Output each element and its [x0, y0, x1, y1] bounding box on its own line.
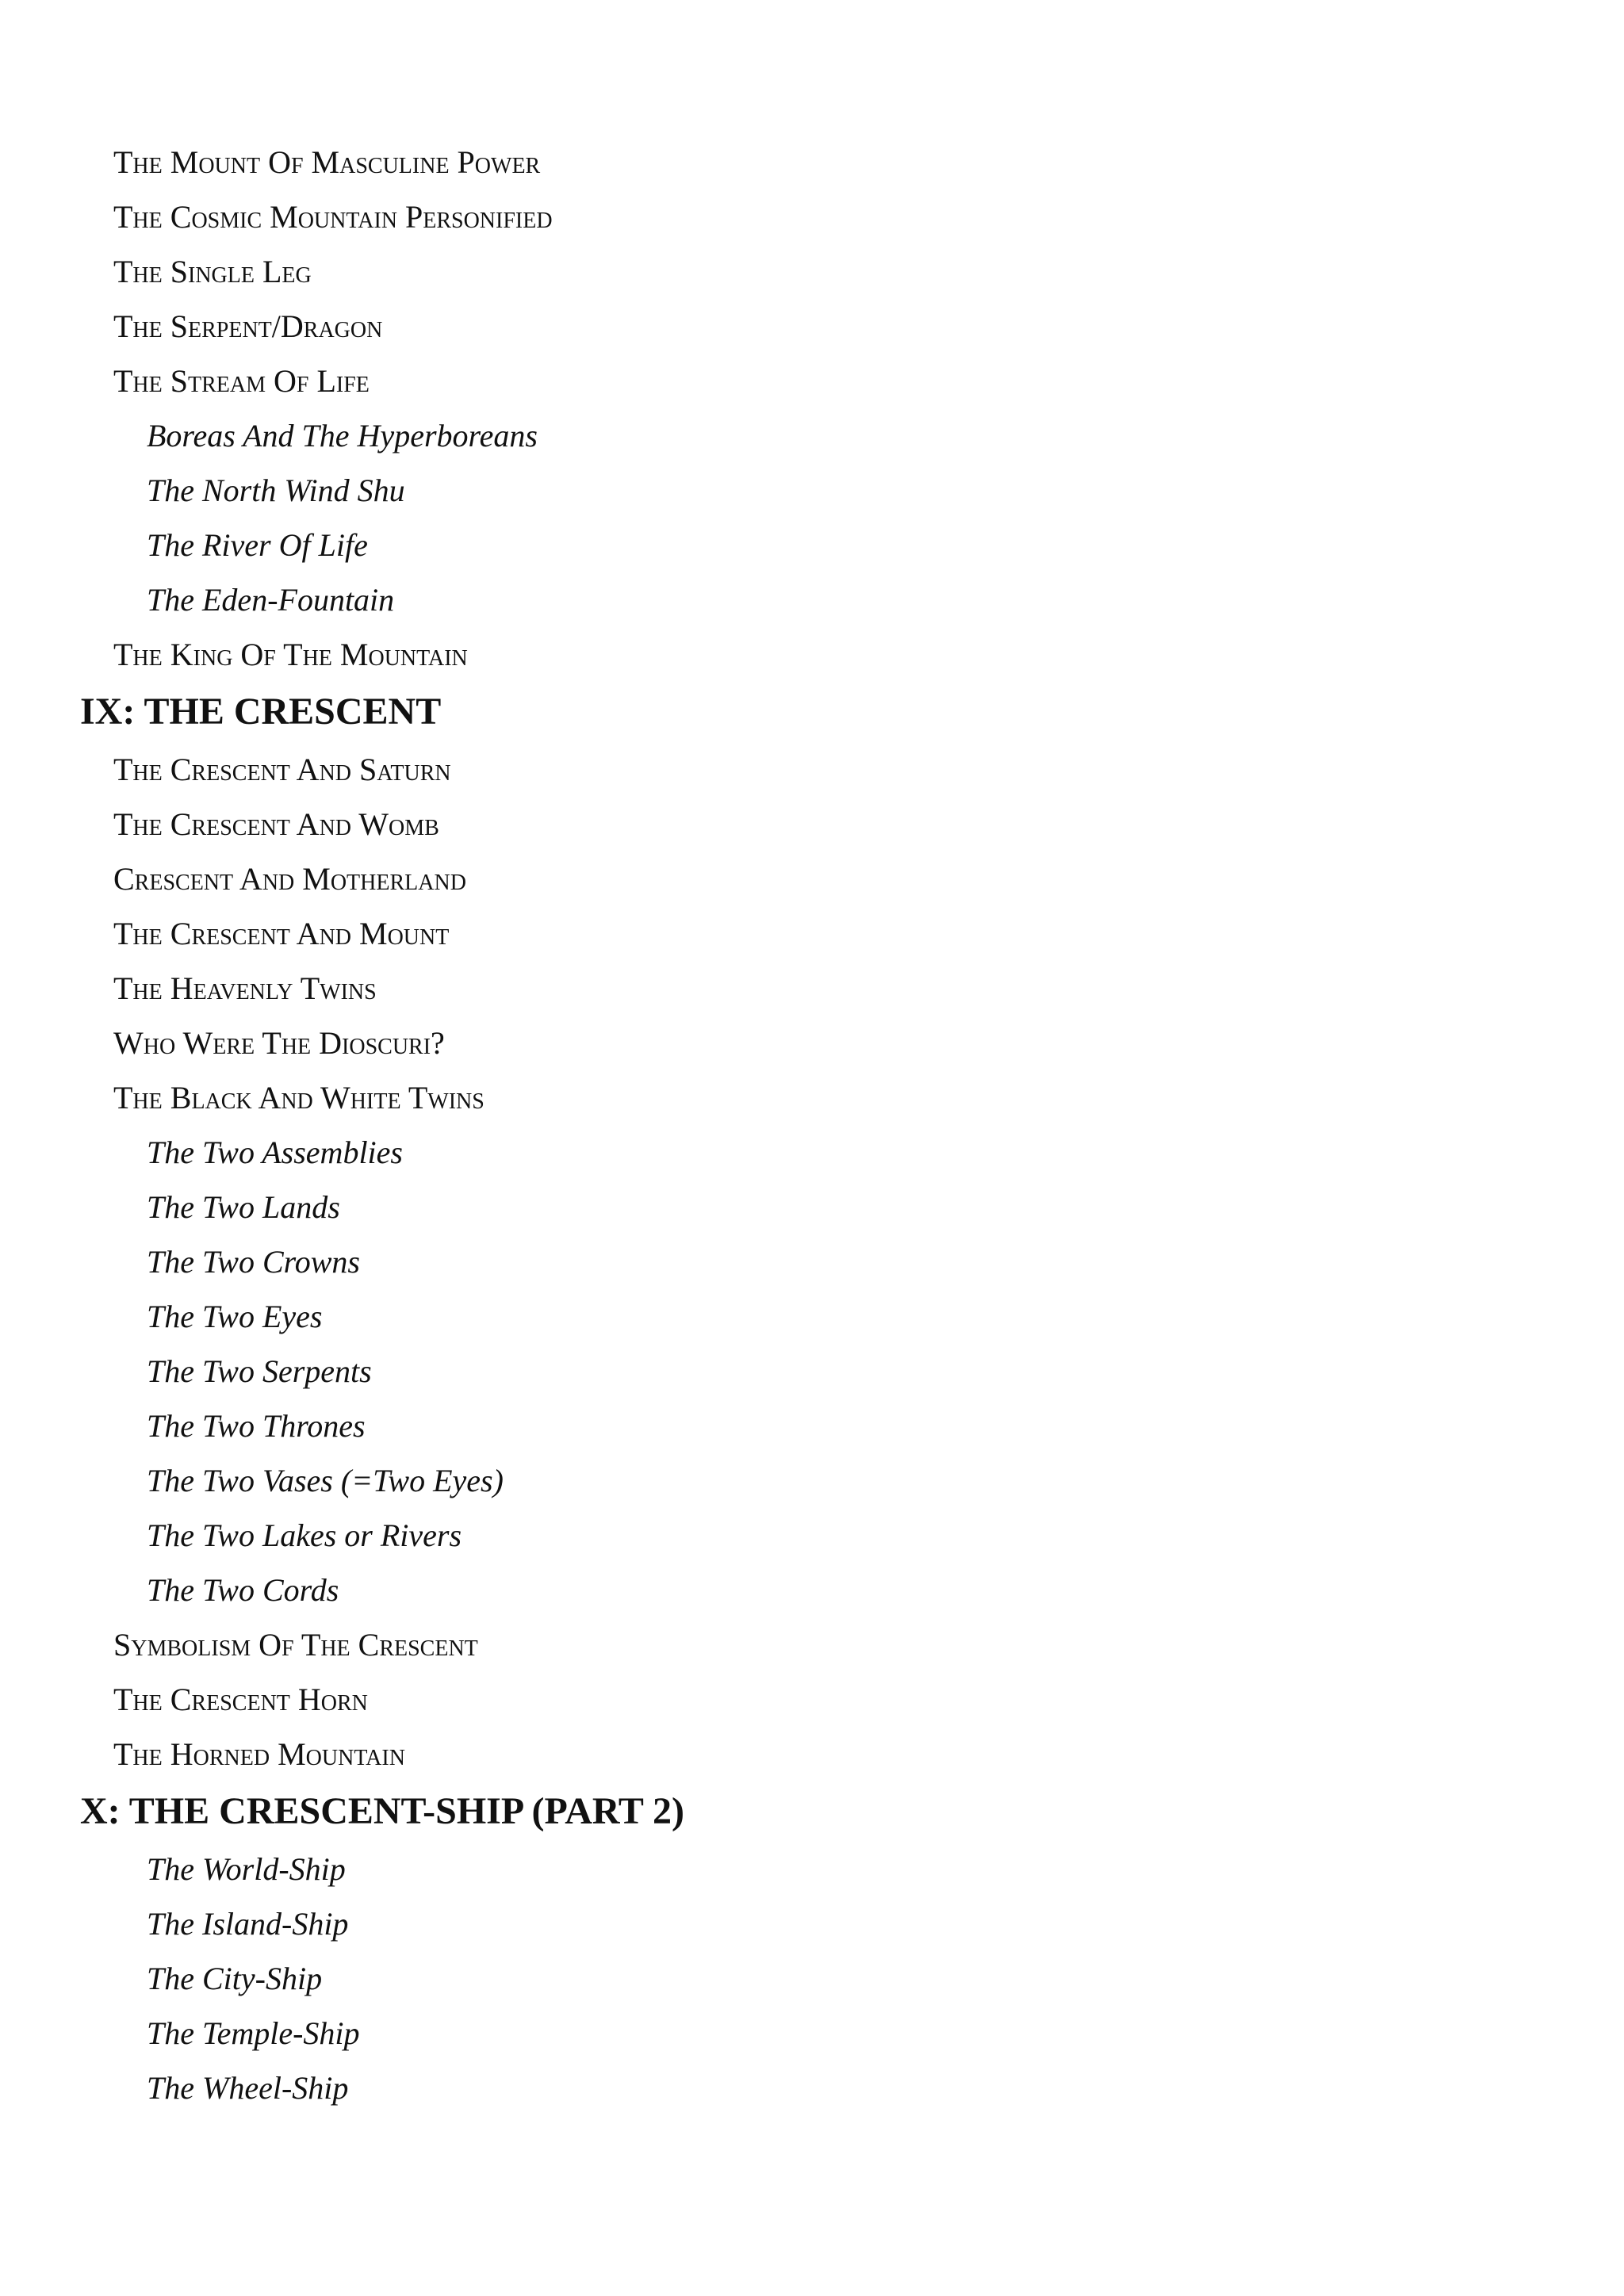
- toc-subsection-entry: The Two Assemblies: [147, 1135, 403, 1170]
- toc-section-entry: The Mount Of Masculine Power: [113, 144, 541, 180]
- toc-subsection-entry: The Two Serpents: [147, 1353, 372, 1389]
- toc-subsection-entry: The Two Lakes or Rivers: [147, 1517, 462, 1553]
- toc-section-entry: The Single Leg: [113, 254, 312, 289]
- toc-subsection-entry: The Two Cords: [147, 1572, 339, 1608]
- toc-section-entry: The Crescent And Womb: [113, 806, 439, 842]
- table-of-contents: [0, 135, 1624, 2115]
- toc-subsection-entry: The River Of Life: [147, 527, 368, 563]
- toc-subsection-entry: The Wheel-Ship: [147, 2070, 349, 2106]
- toc-subsection-entry: The Two Thrones: [147, 1408, 366, 1444]
- toc-chapter-heading: IX: THE CRESCENT: [80, 691, 442, 733]
- toc-section-entry: The King Of The Mountain: [113, 637, 468, 672]
- toc-section-entry: The Cosmic Mountain Personified: [113, 199, 553, 235]
- toc-section-entry: Symbolism Of The Crescent: [113, 1627, 478, 1663]
- toc-section-entry: The Stream Of Life: [113, 363, 370, 399]
- toc-subsection-entry: The Island-Ship: [147, 1906, 349, 1942]
- toc-section-entry: The Heavenly Twins: [113, 970, 377, 1006]
- toc-subsection-entry: The Eden-Fountain: [147, 582, 395, 618]
- toc-subsection-entry: The World-Ship: [147, 1851, 346, 1887]
- toc-subsection-entry: The Temple-Ship: [147, 2015, 360, 2051]
- toc-section-entry: Crescent And Motherland: [113, 861, 466, 897]
- toc-section-entry: The Crescent Horn: [113, 1682, 368, 1717]
- toc-subsection-entry: The Two Lands: [147, 1189, 340, 1225]
- toc-subsection-entry: The North Wind Shu: [147, 473, 405, 508]
- toc-section-entry: The Black And White Twins: [113, 1080, 485, 1115]
- toc-section-entry: The Serpent/Dragon: [113, 308, 383, 344]
- toc-chapter-heading: X: THE CRESCENT-SHIP (PART 2): [80, 1790, 685, 1832]
- toc-subsection-entry: Boreas And The Hyperboreans: [147, 418, 538, 453]
- toc-subsection-entry: The City-Ship: [147, 1961, 323, 1996]
- toc-section-entry: Who Were The Dioscuri?: [113, 1025, 445, 1061]
- toc-subsection-entry: The Two Vases (=Two Eyes): [147, 1463, 504, 1498]
- toc-subsection-entry: The Two Eyes: [147, 1299, 323, 1334]
- toc-section-entry: The Crescent And Mount: [113, 916, 450, 951]
- toc-subsection-entry: The Two Crowns: [147, 1244, 360, 1280]
- toc-section-entry: The Horned Mountain: [113, 1736, 405, 1772]
- toc-section-entry: The Crescent And Saturn: [113, 752, 451, 787]
